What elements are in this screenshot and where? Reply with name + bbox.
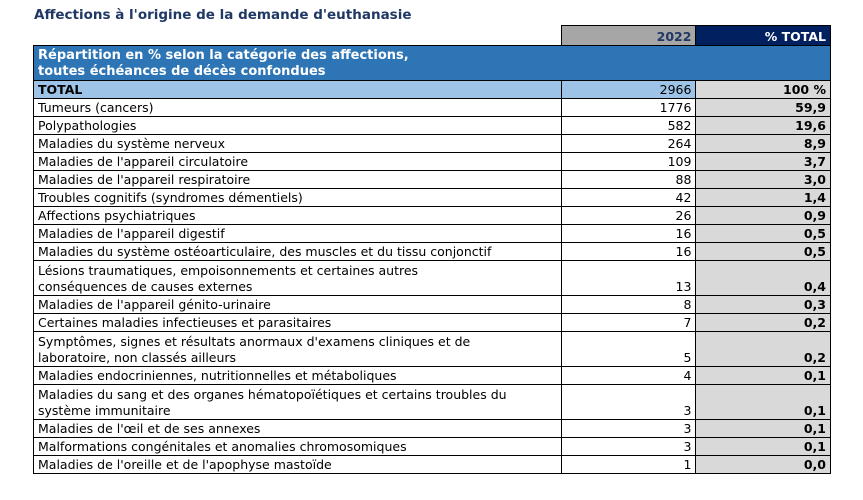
row-label-line2: laboratoire, non classés ailleurs [38, 350, 237, 365]
row-count: 88 [561, 171, 696, 189]
row-label [34, 135, 562, 153]
row-label [34, 99, 562, 117]
row-pct: 0,4 [696, 261, 831, 296]
row-count: 3 [561, 420, 696, 438]
total-count: 2966 [561, 81, 696, 99]
row-pct: 0,2 [696, 314, 831, 332]
table-row [34, 314, 831, 332]
table-row [34, 153, 831, 171]
row-label-line1: Maladies endocriniennes, nutritionnelles et métaboliques [38, 368, 397, 383]
table-row [34, 456, 831, 474]
row-count: 3 [561, 385, 696, 420]
row-label [34, 189, 562, 207]
row-count: 5 [561, 332, 696, 367]
table-row [34, 243, 831, 261]
category-header-row [34, 46, 831, 81]
total-label: TOTAL [34, 81, 562, 99]
row-pct: 1,4 [696, 189, 831, 207]
row-label [34, 153, 562, 171]
row-label-line1: Certaines maladies infectieuses et parasitaires [38, 315, 332, 330]
total-pct: 100 % [696, 81, 831, 99]
category-header-line1: Répartition en % selon la catégorie des affections, [38, 48, 409, 63]
table-row [34, 135, 831, 153]
table-row [34, 332, 831, 367]
row-count: 3 [561, 438, 696, 456]
row-pct: 0,1 [696, 385, 831, 420]
table-row [34, 261, 831, 296]
column-header-row [34, 26, 831, 46]
row-label [34, 367, 562, 385]
row-count: 109 [561, 153, 696, 171]
affections-table [33, 25, 831, 474]
table-row [34, 420, 831, 438]
row-label-line1: Maladies de l'appareil génito-urinaire [38, 297, 271, 312]
row-pct: 0,5 [696, 243, 831, 261]
row-label-line2: système immunitaire [38, 403, 171, 418]
row-pct: 0,3 [696, 296, 831, 314]
row-label-line1: Polypathologies [38, 118, 137, 133]
row-label [34, 456, 562, 474]
table-row [34, 99, 831, 117]
year-column-header: 2022 [561, 26, 696, 46]
row-pct: 0,2 [696, 332, 831, 367]
total-row [34, 81, 831, 99]
table-row [34, 171, 831, 189]
row-count: 16 [561, 243, 696, 261]
row-label [34, 117, 562, 135]
empty-header-cell [34, 26, 562, 46]
row-label-line1: Troubles cognitifs (syndromes démentiels) [38, 190, 303, 205]
table-row [34, 189, 831, 207]
row-label [34, 420, 562, 438]
row-label-line1: Malformations congénitales et anomalies chromosomiques [38, 439, 407, 454]
table-row [34, 367, 831, 385]
row-pct: 0,1 [696, 367, 831, 385]
row-label [34, 261, 562, 296]
row-label [34, 225, 562, 243]
table-row [34, 225, 831, 243]
pct-column-header: % TOTAL [696, 26, 831, 46]
row-label-line1: Tumeurs (cancers) [38, 100, 154, 115]
table-row [34, 296, 831, 314]
row-label [34, 243, 562, 261]
row-label [34, 207, 562, 225]
row-pct: 0,1 [696, 420, 831, 438]
row-label [34, 438, 562, 456]
row-count: 4 [561, 367, 696, 385]
row-pct: 0,5 [696, 225, 831, 243]
row-count: 26 [561, 207, 696, 225]
row-label-line1: Maladies de l'appareil respiratoire [38, 172, 251, 187]
row-label-line1: Maladies de l'appareil circulatoire [38, 154, 249, 169]
row-label-line1: Affections psychiatriques [38, 208, 196, 223]
row-label-line1: Symptômes, signes et résultats anormaux d'examens cliniques et de [38, 334, 471, 349]
row-label-line1: Maladies du sang et des organes hématopoïétiques et certains troubles du [38, 387, 507, 402]
row-count: 13 [561, 261, 696, 296]
row-label-line1: Maladies de l'œil et de ses annexes [38, 421, 261, 436]
row-label [34, 385, 562, 420]
row-count: 8 [561, 296, 696, 314]
row-label-line1: Maladies du système ostéoarticulaire, des muscles et du tissu conjonctif [38, 244, 492, 259]
table-row [34, 207, 831, 225]
category-header [34, 46, 831, 81]
row-count: 16 [561, 225, 696, 243]
row-pct: 0,9 [696, 207, 831, 225]
table-row [34, 117, 831, 135]
row-pct: 8,9 [696, 135, 831, 153]
row-pct: 19,6 [696, 117, 831, 135]
category-header-line2: toutes échéances de décès confondues [38, 64, 326, 79]
table-row [34, 385, 831, 420]
row-pct: 3,0 [696, 171, 831, 189]
row-count: 1776 [561, 99, 696, 117]
row-label [34, 314, 562, 332]
row-label [34, 171, 562, 189]
page-title: Affections à l'origine de la demande d'euthanasie [34, 7, 412, 23]
row-label-line2: conséquences de causes externes [38, 279, 253, 294]
row-label [34, 332, 562, 367]
row-pct: 3,7 [696, 153, 831, 171]
row-count: 1 [561, 456, 696, 474]
row-count: 264 [561, 135, 696, 153]
row-label-line1: Maladies du système nerveux [38, 136, 226, 151]
row-pct: 0,0 [696, 456, 831, 474]
row-label-line1: Lésions traumatiques, empoisonnements et certaines autres [38, 263, 419, 278]
row-label-line1: Maladies de l'oreille et de l'apophyse mastoïde [38, 457, 332, 472]
row-label [34, 296, 562, 314]
row-count: 42 [561, 189, 696, 207]
table-row [34, 438, 831, 456]
row-label-line1: Maladies de l'appareil digestif [38, 226, 225, 241]
row-pct: 0,1 [696, 438, 831, 456]
row-count: 7 [561, 314, 696, 332]
row-count: 582 [561, 117, 696, 135]
row-pct: 59,9 [696, 99, 831, 117]
